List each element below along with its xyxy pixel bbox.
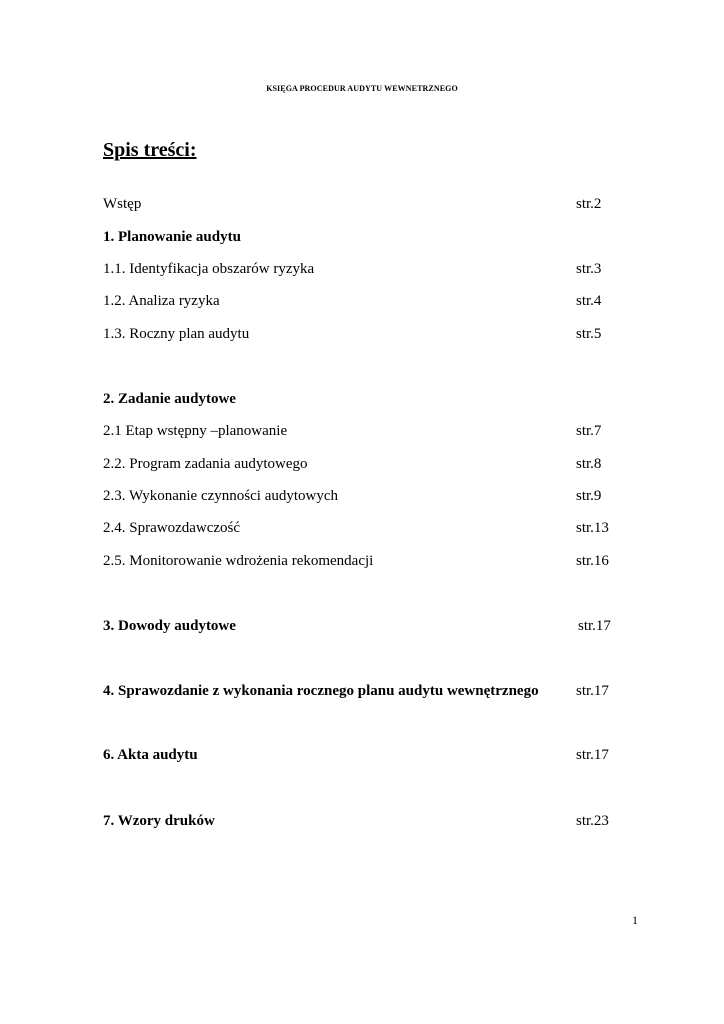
toc-entry-2-2 xyxy=(103,454,623,474)
toc-entry-page: str.7 xyxy=(576,423,602,439)
toc-entry-label: 7. Wzory druków xyxy=(103,813,215,829)
toc-entry-2-5 xyxy=(103,551,623,571)
toc-section-7 xyxy=(103,811,623,831)
toc-entry-page: str.23 xyxy=(576,813,609,829)
toc-entry-2-3 xyxy=(103,486,623,506)
toc-entry-page: str.17 xyxy=(576,683,609,699)
toc-entry-page: str.8 xyxy=(576,456,602,472)
toc-section-2 xyxy=(103,389,623,409)
toc-entry-page: str.13 xyxy=(576,520,609,536)
toc-heading: Spis treści: xyxy=(103,139,197,161)
toc-entry-label: 1. Planowanie audytu xyxy=(103,229,241,245)
toc-entry-label: 2.2. Program zadania audytowego xyxy=(103,456,308,472)
document-header: KSIĘGA PROCEDUR AUDYTU WEWNETRZNEGO xyxy=(266,84,458,93)
page-number: 1 xyxy=(632,913,638,927)
toc-section-1 xyxy=(103,227,623,247)
toc-entry-label: 2.4. Sprawozdawczość xyxy=(103,520,241,536)
toc-section-6 xyxy=(103,745,623,765)
toc-entry-label: 3. Dowody audytowe xyxy=(103,618,236,634)
toc-entry-page: str.9 xyxy=(576,488,602,504)
toc-entry-label: 2.5. Monitorowanie wdrożenia rekomendacji xyxy=(103,553,374,569)
toc-entry-label: 2.3. Wykonanie czynności audytowych xyxy=(103,488,339,504)
toc-entry-label: 1.1. Identyfikacja obszarów ryzyka xyxy=(103,261,315,277)
toc-entry-1-2 xyxy=(103,291,623,311)
toc-entry-intro xyxy=(103,194,623,214)
toc-entry-1-1 xyxy=(103,259,623,279)
toc-entry-page: str.5 xyxy=(576,326,602,342)
toc-entry-1-3 xyxy=(103,324,623,344)
toc-entry-label: 1.3. Roczny plan audytu xyxy=(103,326,250,342)
toc-entry-page: str.17 xyxy=(578,618,611,634)
toc-entry-label: 6. Akta audytu xyxy=(103,747,198,763)
toc-entry-label: 1.2. Analiza ryzyka xyxy=(103,293,220,309)
toc-entry-label: 2.1 Etap wstępny –planowanie xyxy=(103,423,288,439)
toc-entry-2-1 xyxy=(103,421,623,441)
toc-entry-page: str.2 xyxy=(576,196,602,212)
toc-entry-page: str.3 xyxy=(576,261,602,277)
toc-entry-label: 4. Sprawozdanie z wykonania rocznego planu audytu wewnętrznego xyxy=(103,683,539,699)
toc-entry-page: str.4 xyxy=(576,293,602,309)
toc-section-3 xyxy=(103,616,623,636)
toc-entry-page: str.17 xyxy=(576,747,609,763)
toc-entry-label: 2. Zadanie audytowe xyxy=(103,391,236,407)
toc-section-4 xyxy=(103,681,623,701)
toc-entry-page: str.16 xyxy=(576,553,609,569)
toc-entry-2-4 xyxy=(103,518,623,538)
toc-entry-label: Wstęp xyxy=(103,196,142,212)
